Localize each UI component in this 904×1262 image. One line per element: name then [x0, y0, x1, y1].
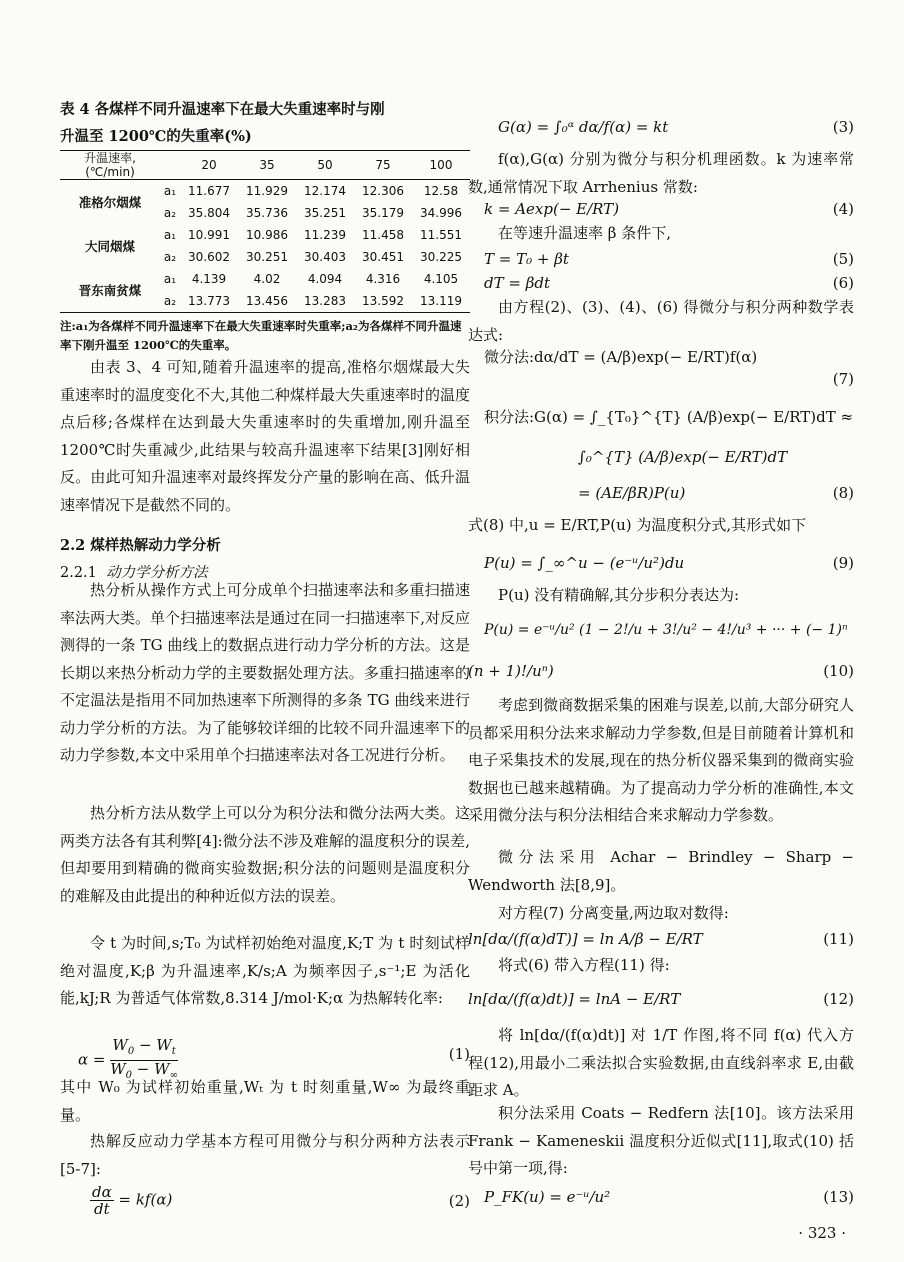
- paragraph: 考虑到微商数据采集的困难与误差,以前,大部分研究人员都采用积分法来求解动力学参数,但是目前随着计算机和电子采集技术的发展,现在的热分析仪器采集到的微商实验数据也已越来越精确。为了提高动力学分析的准确性,本文采用微分法与积分法相结合来求解动力学参数。: [468, 696, 854, 824]
- paragraph: 式(8) 中,u = E/RT,P(u) 为温度积分式,其形式如下: [468, 516, 807, 534]
- paragraph: 由表 3、4 可知,随着升温速率的提高,准格尔烟煤最大失重速率时的温度变化不大,其他二种煤样最大失重速率时的温度点后移;各煤样在达到最大失重速率时的失重增加,刚升温至 1200℃时失重减少,此结果与较高升温速率下结果[3]刚好相反。由此可知升温速率对最终挥发分产量的影响在高、低升温速率情况下是截然不同的。: [60, 358, 470, 514]
- equation-3: G(α) = ∫₀ᵅ dα/f(α) = kt (3): [498, 118, 854, 136]
- table-header-rate: 100: [429, 158, 453, 172]
- equation-10-line2: (n + 1)!/uⁿ) (10): [468, 662, 854, 680]
- paragraph: 热分析从操作方式上可分成单个扫描速率法和多重扫描速率法两大类。单个扫描速率法是通过在同一扫描速率下,对反应测得的一条 TG 曲线上的数据点进行动力学分析的方法。这是长期以来热分析动力学的主要数据处理方法。多重扫描速率的不定温法是指用不同加热速率下所测得的多条 TG 曲线来进行动力学分析的方法。为了能够较详细的比较不同升温速率下的动力学参数,本文中采用单个扫描速率法对各工况进行分析。: [60, 581, 470, 764]
- table-row: 大同烟煤 a₁ 10.991 10.986 11.239 11.458 11.551: [60, 224, 470, 246]
- table-row: 晋东南贫煤 a₁ 4.139 4.02 4.094 4.316 4.105: [60, 268, 470, 290]
- equation-2: $\frac{d\alpha}{dt}$ = kf(α) (2): [92, 1183, 470, 1218]
- table-caption-line1: 表 4 各煤样不同升温速率下在最大失重速率时与刚: [60, 101, 385, 118]
- page-number: · 323 ·: [798, 1224, 846, 1242]
- table-row: 准格尔烟煤 a₁ 11.677 11.929 12.174 12.306 12.58: [60, 180, 470, 203]
- equation-12: ln[dα/(f(α)dt)] = lnA − E/RT (12): [468, 990, 854, 1008]
- table-header-rate: 75: [375, 158, 391, 172]
- table-group-name: 大同烟煤: [84, 239, 135, 254]
- table-header-label: 升温速率, (℃/min): [84, 151, 136, 179]
- equation-5: T = T₀ + βt (5): [484, 250, 854, 268]
- table-4: [60, 150, 470, 313]
- subsection-heading: 2.2.1 动力学分析方法: [60, 565, 208, 581]
- paragraph: 其中 W₀ 为试样初始重量,Wₜ 为 t 时刻重量,W∞ 为最终重量。: [60, 1078, 470, 1124]
- paragraph: 对方程(7) 分离变量,两边取对数得:: [498, 904, 729, 922]
- paragraph: 积分法采用 Coats − Redfern 法[10]。该方法采用 Frank − Kameneskii 温度积分近似式[11],取式(10) 括号中第一项,得:: [468, 1104, 854, 1177]
- paragraph: 在等速升温速率 β 条件下,: [498, 224, 671, 242]
- equation-8-line1: 积分法:G(α) = ∫_{T₀}^{T} (A/β)exp(− E/RT)dT ≈: [484, 408, 854, 426]
- paragraph: 将 ln[dα/(f(α)dt)] 对 1/T 作图,将不同 f(α) 代入方程(12),用最小二乘法拟合实验数据,由直线斜率求 E,由截距求 A。: [468, 1026, 854, 1099]
- paragraph: 热解反应动力学基本方程可用微分与积分两种方法表示[5-7]:: [60, 1132, 470, 1178]
- table-header-rate: 50: [317, 158, 333, 172]
- section-heading: 2.2 煤样热解动力学分析: [60, 537, 221, 554]
- equation-7: 微分法:dα/dT = (A/β)exp(− E/RT)f(α): [484, 348, 758, 366]
- table-group-name: 准格尔烟煤: [78, 195, 142, 210]
- table-row: a₂ 35.804 35.736 35.251 35.179 34.996: [163, 206, 462, 220]
- equation-4: k = Aexp(− E/RT) (4): [484, 200, 854, 218]
- equation-8-line3: = (AE/βR)P(u) (8): [578, 484, 854, 502]
- equation-10-line1: P(u) = e⁻ᵘ/u² (1 − 2!/u + 3!/u² − 4!/u³ + ··· + (− 1)ⁿ: [484, 622, 848, 638]
- equation-1: α = $\frac{W_0 - W_t}{W_0 - W_\infty}$ (1): [78, 1036, 470, 1081]
- equation-9: P(u) = ∫_∞^u − (e⁻ᵘ/u²)du (9): [484, 554, 854, 572]
- paragraph: 令 t 为时间,s;T₀ 为试样初始绝对温度,K;T 为 t 时刻试样绝对温度,K;β 为升温速率,K/s;A 为频率因子,s⁻¹;E 为活化能,kJ;R 为普适气体常数,8.314 J/mol·K;α 为热解转化率:: [60, 934, 470, 1007]
- table-header-rate: 35: [259, 158, 275, 172]
- paragraph: 由方程(2)、(3)、(4)、(6) 得微分与积分两种数学表达式:: [468, 298, 854, 344]
- table-note: 注:a₁为各煤样不同升温速率下在最大失重速率时失重率;a₂为各煤样不同升温速率下刚升温至 1200℃的失重率。: [60, 319, 462, 352]
- table-row: a₂ 30.602 30.251 30.403 30.451 30.225: [163, 250, 462, 264]
- equation-6: dT = βdt (6): [484, 274, 854, 292]
- paragraph: f(α),G(α) 分别为微分与积分机理函数。k 为速率常数,通常情况下取 Arrhenius 常数:: [468, 150, 854, 196]
- table-group-name: 晋东南贫煤: [78, 283, 142, 298]
- equation-8-line2: ∫₀^{T} (A/β)exp(− E/RT)dT: [578, 448, 788, 466]
- paragraph: 微分法采用 Achar − Brindley − Sharp − Wendworth 法[8,9]。: [468, 848, 854, 894]
- table-header-rate: 20: [201, 158, 217, 172]
- paragraph: P(u) 没有精确解,其分步积分表达为:: [498, 586, 740, 604]
- equation-13: P_FK(u) = e⁻ᵘ/u² (13): [484, 1188, 854, 1206]
- paragraph: 将式(6) 带入方程(11) 得:: [498, 956, 670, 974]
- table-caption-line2: 升温至 1200℃的失重率(%): [60, 128, 252, 145]
- equation-11: ln[dα/(f(α)dT)] = ln A/β − E/RT (11): [468, 930, 854, 948]
- paragraph: 热分析方法从数学上可以分为积分法和微分法两大类。这两类方法各有其利弊[4]:微分法不涉及难解的温度积分的误差,但却要用到精确的微商实验数据;积分法的问题则是温度积分的难解及由此提出的种种近似方法的误差。: [60, 804, 470, 905]
- table-row: a₂ 13.773 13.456 13.283 13.592 13.119: [60, 290, 470, 313]
